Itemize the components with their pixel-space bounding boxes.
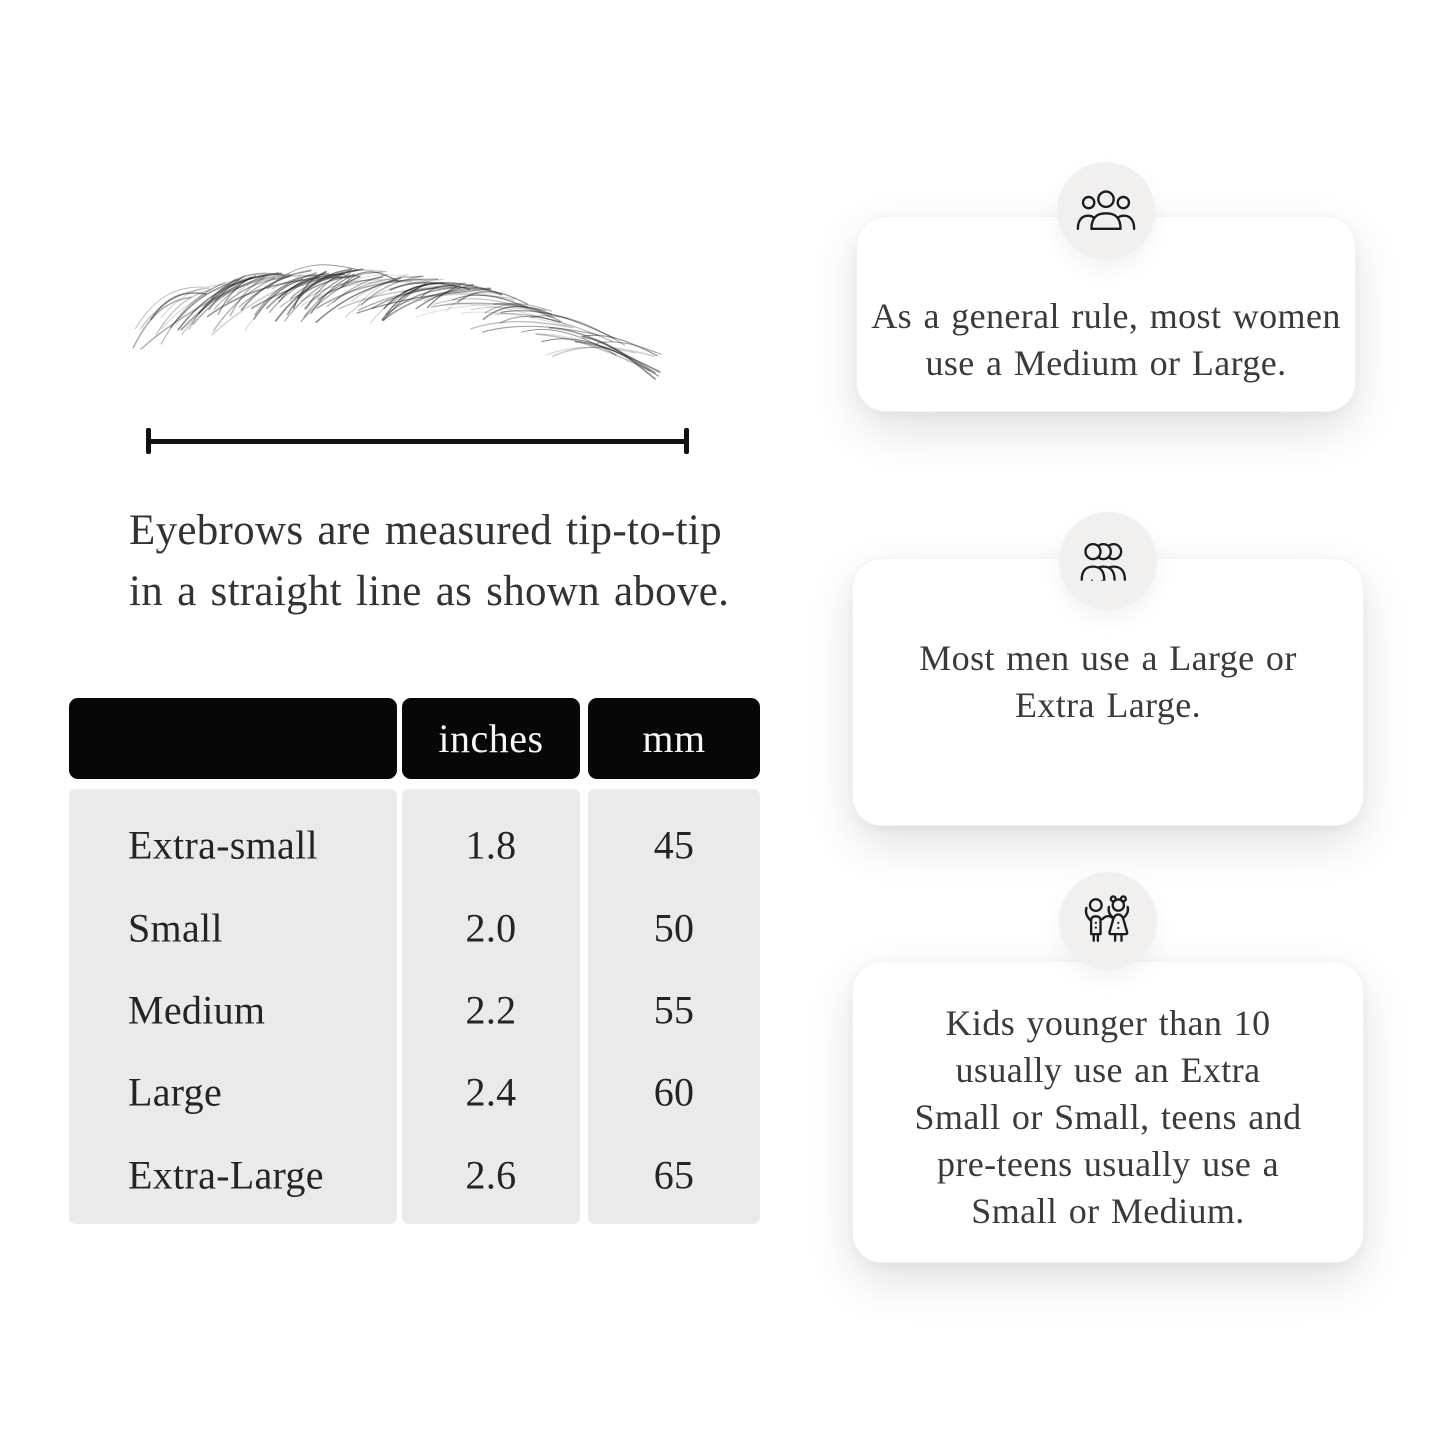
caption-line: in a straight line as shown above. <box>129 568 730 615</box>
mm-cell: 45 <box>653 822 695 868</box>
inches-cell: 1.8 <box>465 822 517 868</box>
size-name-cell: Large <box>128 1069 223 1115</box>
measurement-caption <box>129 500 729 622</box>
icon-badge <box>1057 162 1155 260</box>
inches-cell: 2.6 <box>465 1152 517 1198</box>
card-text-line: As a general rule, most women <box>871 296 1341 336</box>
size-name-cell: Extra-small <box>128 822 318 868</box>
women-group-icon <box>1076 186 1136 236</box>
table-row <box>0 886 1445 968</box>
eyebrow-illustration <box>112 228 694 396</box>
measure-tick-right <box>684 428 689 454</box>
inches-cell: 2.2 <box>465 987 517 1033</box>
size-name-cell: Extra-Large <box>128 1152 324 1198</box>
card-text-line: Kids younger than 10 <box>945 1002 1271 1043</box>
kids-icon <box>1078 894 1138 948</box>
card-text-line: use a Medium or Large. <box>925 343 1287 383</box>
card-text-line: Extra Large. <box>1014 685 1202 725</box>
mm-cell: 55 <box>653 987 695 1033</box>
table-header-inches: inches <box>402 698 580 779</box>
measure-bar <box>151 439 684 444</box>
size-name-cell: Medium <box>128 987 266 1033</box>
caption-line: Eyebrows are measured tip-to-tip <box>129 507 722 554</box>
mm-cell: 65 <box>653 1152 695 1198</box>
men-group-icon <box>1078 538 1138 584</box>
size-name-cell: Small <box>128 905 223 951</box>
measurement-line <box>146 428 689 454</box>
table-header-mm: mm <box>588 698 760 779</box>
mm-cell: 50 <box>653 905 695 951</box>
card-text-line: Small or Medium. <box>971 1190 1245 1231</box>
icon-badge <box>1059 872 1157 970</box>
card-text-line: Small or Small, teens and <box>914 1096 1302 1137</box>
mm-cell: 60 <box>653 1069 695 1115</box>
icon-badge <box>1059 512 1157 610</box>
card-text-line: Most men use a Large or <box>919 638 1297 678</box>
card-text-line: usually use an Extra <box>955 1049 1261 1090</box>
inches-cell: 2.4 <box>465 1069 517 1115</box>
card-text-line: pre-teens usually use a <box>936 1143 1280 1184</box>
card-kids-sizing <box>852 961 1364 1263</box>
table-header-size <box>69 698 397 779</box>
inches-cell: 2.0 <box>465 905 517 951</box>
